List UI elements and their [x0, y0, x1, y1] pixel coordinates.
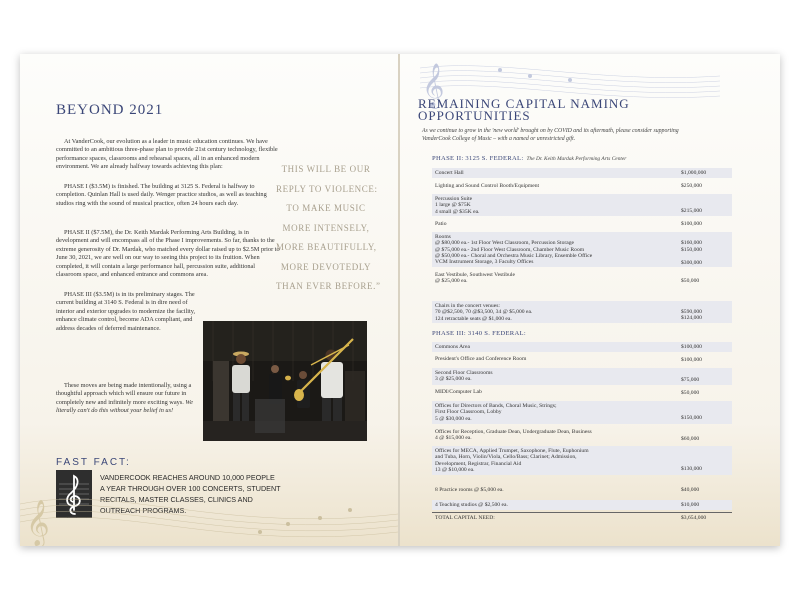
fast-fact-label: FAST FACT:	[56, 457, 131, 468]
row-amount: $300,000	[681, 260, 702, 266]
row-amount: $150,000	[681, 247, 702, 253]
row-label: East Vestibule, Southwest Vestibule	[435, 272, 515, 278]
table-row	[432, 401, 732, 424]
row-label: First Floor Classroom, Lobby	[435, 409, 502, 416]
phase-1-paragraph: PHASE I ($3.5M) is finished. The building at 3125 S. Federal is halfway to completion. Quinlan Hall is used daily. Wenger practice studios, as well as teaching studios ring with the sound of musical practice, often 24 hours each day.	[56, 183, 267, 207]
table-row	[432, 168, 732, 178]
row-label: Commons Area	[435, 344, 470, 350]
section-subtitle: As we continue to grow in the 'new world' brought on by COVID and its aftermath, please consider supporting VanderCook College of Music – with a named or unrestricted gift.	[422, 128, 679, 142]
row-label: Chairs in the concert venues:	[435, 303, 500, 309]
quote-line: MORE BEAUTIFULLY,	[276, 242, 377, 252]
row-amount: $100,000	[681, 344, 702, 350]
table-row	[432, 301, 732, 323]
row-label: Patio	[435, 221, 447, 227]
row-label: @ $25,000 ea.	[435, 278, 468, 285]
row-amount: $40,000	[681, 487, 700, 493]
table-row	[432, 485, 732, 495]
row-label: Concert Hall	[435, 170, 464, 176]
row-label: @ $80,000 ea.- 1st Floor West Classroom, Percussion Storage	[435, 240, 574, 247]
total-amount: $3,654,000	[681, 515, 707, 521]
svg-text:𝄞: 𝄞	[26, 500, 50, 546]
row-label: VCM Instrument Storage, 3 Faculty Offices	[435, 259, 534, 266]
phase-2-heading-label: PHASE II: 3125 S. FEDERAL:	[432, 155, 524, 162]
table-row	[432, 500, 732, 510]
row-amount: $124,000	[681, 315, 702, 321]
table-row	[432, 387, 732, 399]
row-label: 4 @ $15,000 ea.	[435, 435, 472, 442]
quote-line: THAN EVER BEFORE.”	[276, 281, 381, 291]
row-amount: $10,000	[681, 502, 700, 508]
row-amount: $1,000,000	[681, 170, 707, 176]
band-photo-illustration	[203, 321, 367, 441]
row-label: Offices for MECA, Applied Trumpet, Saxophone, Flute, Euphonium	[435, 448, 589, 454]
pull-quote	[276, 160, 381, 297]
page-title: BEYOND 2021	[56, 102, 164, 118]
row-label: MIDI/Computer Lab	[435, 389, 482, 395]
row-amount: $215,000	[681, 208, 702, 214]
row-label: 70 @$2,500, 70 @$3,500, 34 @ $5,000 ea.	[435, 309, 533, 316]
table-row	[432, 270, 732, 286]
row-amount: $130,000	[681, 466, 702, 472]
row-label: 13 @ $10,000 ea.	[435, 466, 475, 473]
table-row	[432, 219, 732, 229]
quote-line: REPLY TO VIOLENCE:	[276, 183, 378, 194]
row-amount: $50,000	[681, 278, 700, 284]
table-row	[432, 427, 732, 444]
music-notes-decoration-icon	[20, 474, 398, 546]
row-label: 5 @ $30,000 ea.	[435, 415, 472, 422]
quote-line: TO MAKE MUSIC	[286, 203, 366, 213]
closing-italic-text: We literally can't do this without your belief in us!	[56, 398, 193, 415]
row-label: 1 large @ $75K	[435, 202, 471, 209]
row-label: Second Floor Classrooms	[435, 370, 493, 376]
row-amount: $100,000	[681, 357, 702, 363]
table-row	[432, 368, 732, 385]
section-title	[418, 98, 630, 122]
brochure-spread	[20, 54, 780, 546]
total-row	[432, 512, 732, 523]
row-label: 8 Practice rooms @ $5,000 ea.	[435, 487, 504, 493]
row-label: Offices for Reception, Graduate Dean, Undergraduate Dean, Business	[435, 429, 592, 435]
row-label: President's Office and Conference Room	[435, 356, 527, 362]
left-page	[20, 54, 398, 546]
row-label: Lighting and Sound Control Booth/Equipment	[435, 183, 540, 189]
table-row	[432, 194, 732, 216]
fast-fact-line: OUTREACH PROGRAMS.	[100, 506, 187, 515]
row-label: Percussion Suite	[435, 196, 473, 202]
table-row	[432, 232, 732, 267]
table-row	[432, 342, 732, 352]
row-label: Development, Registrar, Financial Aid	[435, 460, 522, 467]
row-amount: $50,000	[681, 390, 700, 396]
section-title-line: REMAINING CAPITAL NAMING	[418, 96, 630, 111]
row-label: Rooms	[435, 234, 451, 240]
row-amount: $150,000	[681, 415, 702, 421]
table-row	[432, 354, 732, 366]
closing-text: These moves are being made intentionally, using a thoughtful approach which will ensure our future in completely new and infinitely more exciting ways.	[56, 382, 192, 406]
intro-paragraph: At VanderCook, our evolution as a leader in music education continues. We have committed to an ambitious three-phase plan to provide 21st century technology, flexible performance spaces, classrooms and rehearsal spaces, all in an enhanced modern environment. We are already halfway towards achieving this plan:	[56, 138, 278, 171]
quote-line: MORE DEVOTEDLY	[280, 261, 372, 272]
row-amount: $590,000	[681, 309, 702, 315]
total-label: TOTAL CAPITAL NEED:	[435, 515, 495, 521]
table-row	[432, 446, 732, 475]
row-label: @ $75,000 ea.- 2nd Floor West Classroom, Chamber Music Room	[435, 246, 585, 253]
row-label: 4 Teaching studios @ $2,500 ea.	[435, 502, 508, 508]
row-amount: $100,000	[681, 221, 702, 227]
row-amount: $160,000	[681, 240, 702, 246]
row-label: 4 small @ $35K ea.	[435, 208, 480, 215]
row-amount: $60,000	[681, 436, 700, 442]
row-label: Offices for Directors of Bands, Choral Music, Strings;	[435, 403, 557, 409]
band-performance-photo	[203, 321, 367, 441]
phase-2-heading-subtitle: The Dr. Keith Mardak Performing Arts Center	[526, 156, 627, 162]
fast-fact-line: VANDERCOOK REACHES AROUND 10,000 PEOPLE	[100, 473, 275, 482]
right-page	[400, 54, 780, 546]
phase-2-paragraph: PHASE II ($7.5M), the Dr. Keith Mardak Performing Arts Building, is in development and will encompass all of the Phase I improvements. So far, thanks to the extreme generosity of Dr. Mardak, who matched every dollar raised up to $2.5M prior to June 30, 2021, we are well on our way to seeing this project to its fruition. When completed, it will contain a large performance hall, percussion suite, additional classroom space, and enhanced entrance and commons area.	[56, 229, 280, 279]
row-label: and Tuba, Horn, Violin/Viola, Cello/Bass; Clarinet; Admission,	[435, 454, 577, 461]
row-label: 124 retractable seats @ $1,000 ea.	[435, 315, 512, 322]
fast-fact-line: A YEAR THROUGH OVER 100 CONCERTS, STUDENT	[100, 484, 281, 493]
section-title-line: OPPORTUNITIES	[418, 108, 531, 123]
phase-3-heading-label: PHASE III: 3140 S. FEDERAL:	[432, 330, 527, 337]
table-row	[432, 181, 732, 191]
row-label: 3 @ $25,000 ea.	[435, 376, 472, 383]
svg-text:𝄞: 𝄞	[422, 63, 445, 107]
row-label: @ $50,000 ea.- Choral and Orchestra Music Library, Ensemble Office	[435, 252, 593, 259]
row-amount: $250,000	[681, 183, 702, 189]
phase-3-heading	[432, 330, 526, 337]
closing-paragraph	[56, 382, 206, 416]
quote-line: MORE INTENSELY,	[282, 222, 370, 233]
quote-line: THIS WILL BE OUR	[281, 164, 371, 174]
phase-2-heading	[432, 155, 626, 162]
row-amount: $75,000	[681, 377, 700, 383]
fast-fact-line: RECITALS, MASTER CLASSES, CLINICS AND	[100, 495, 253, 504]
phase-3-paragraph: PHASE III ($3.5M) is in its preliminary stages. The current building at 3140 S. Federal is in dire need of interior and exterior upgrades to modernize the facility, enhance climate control, become ADA compliant, and address decades of deferred maintenance.	[56, 291, 196, 332]
